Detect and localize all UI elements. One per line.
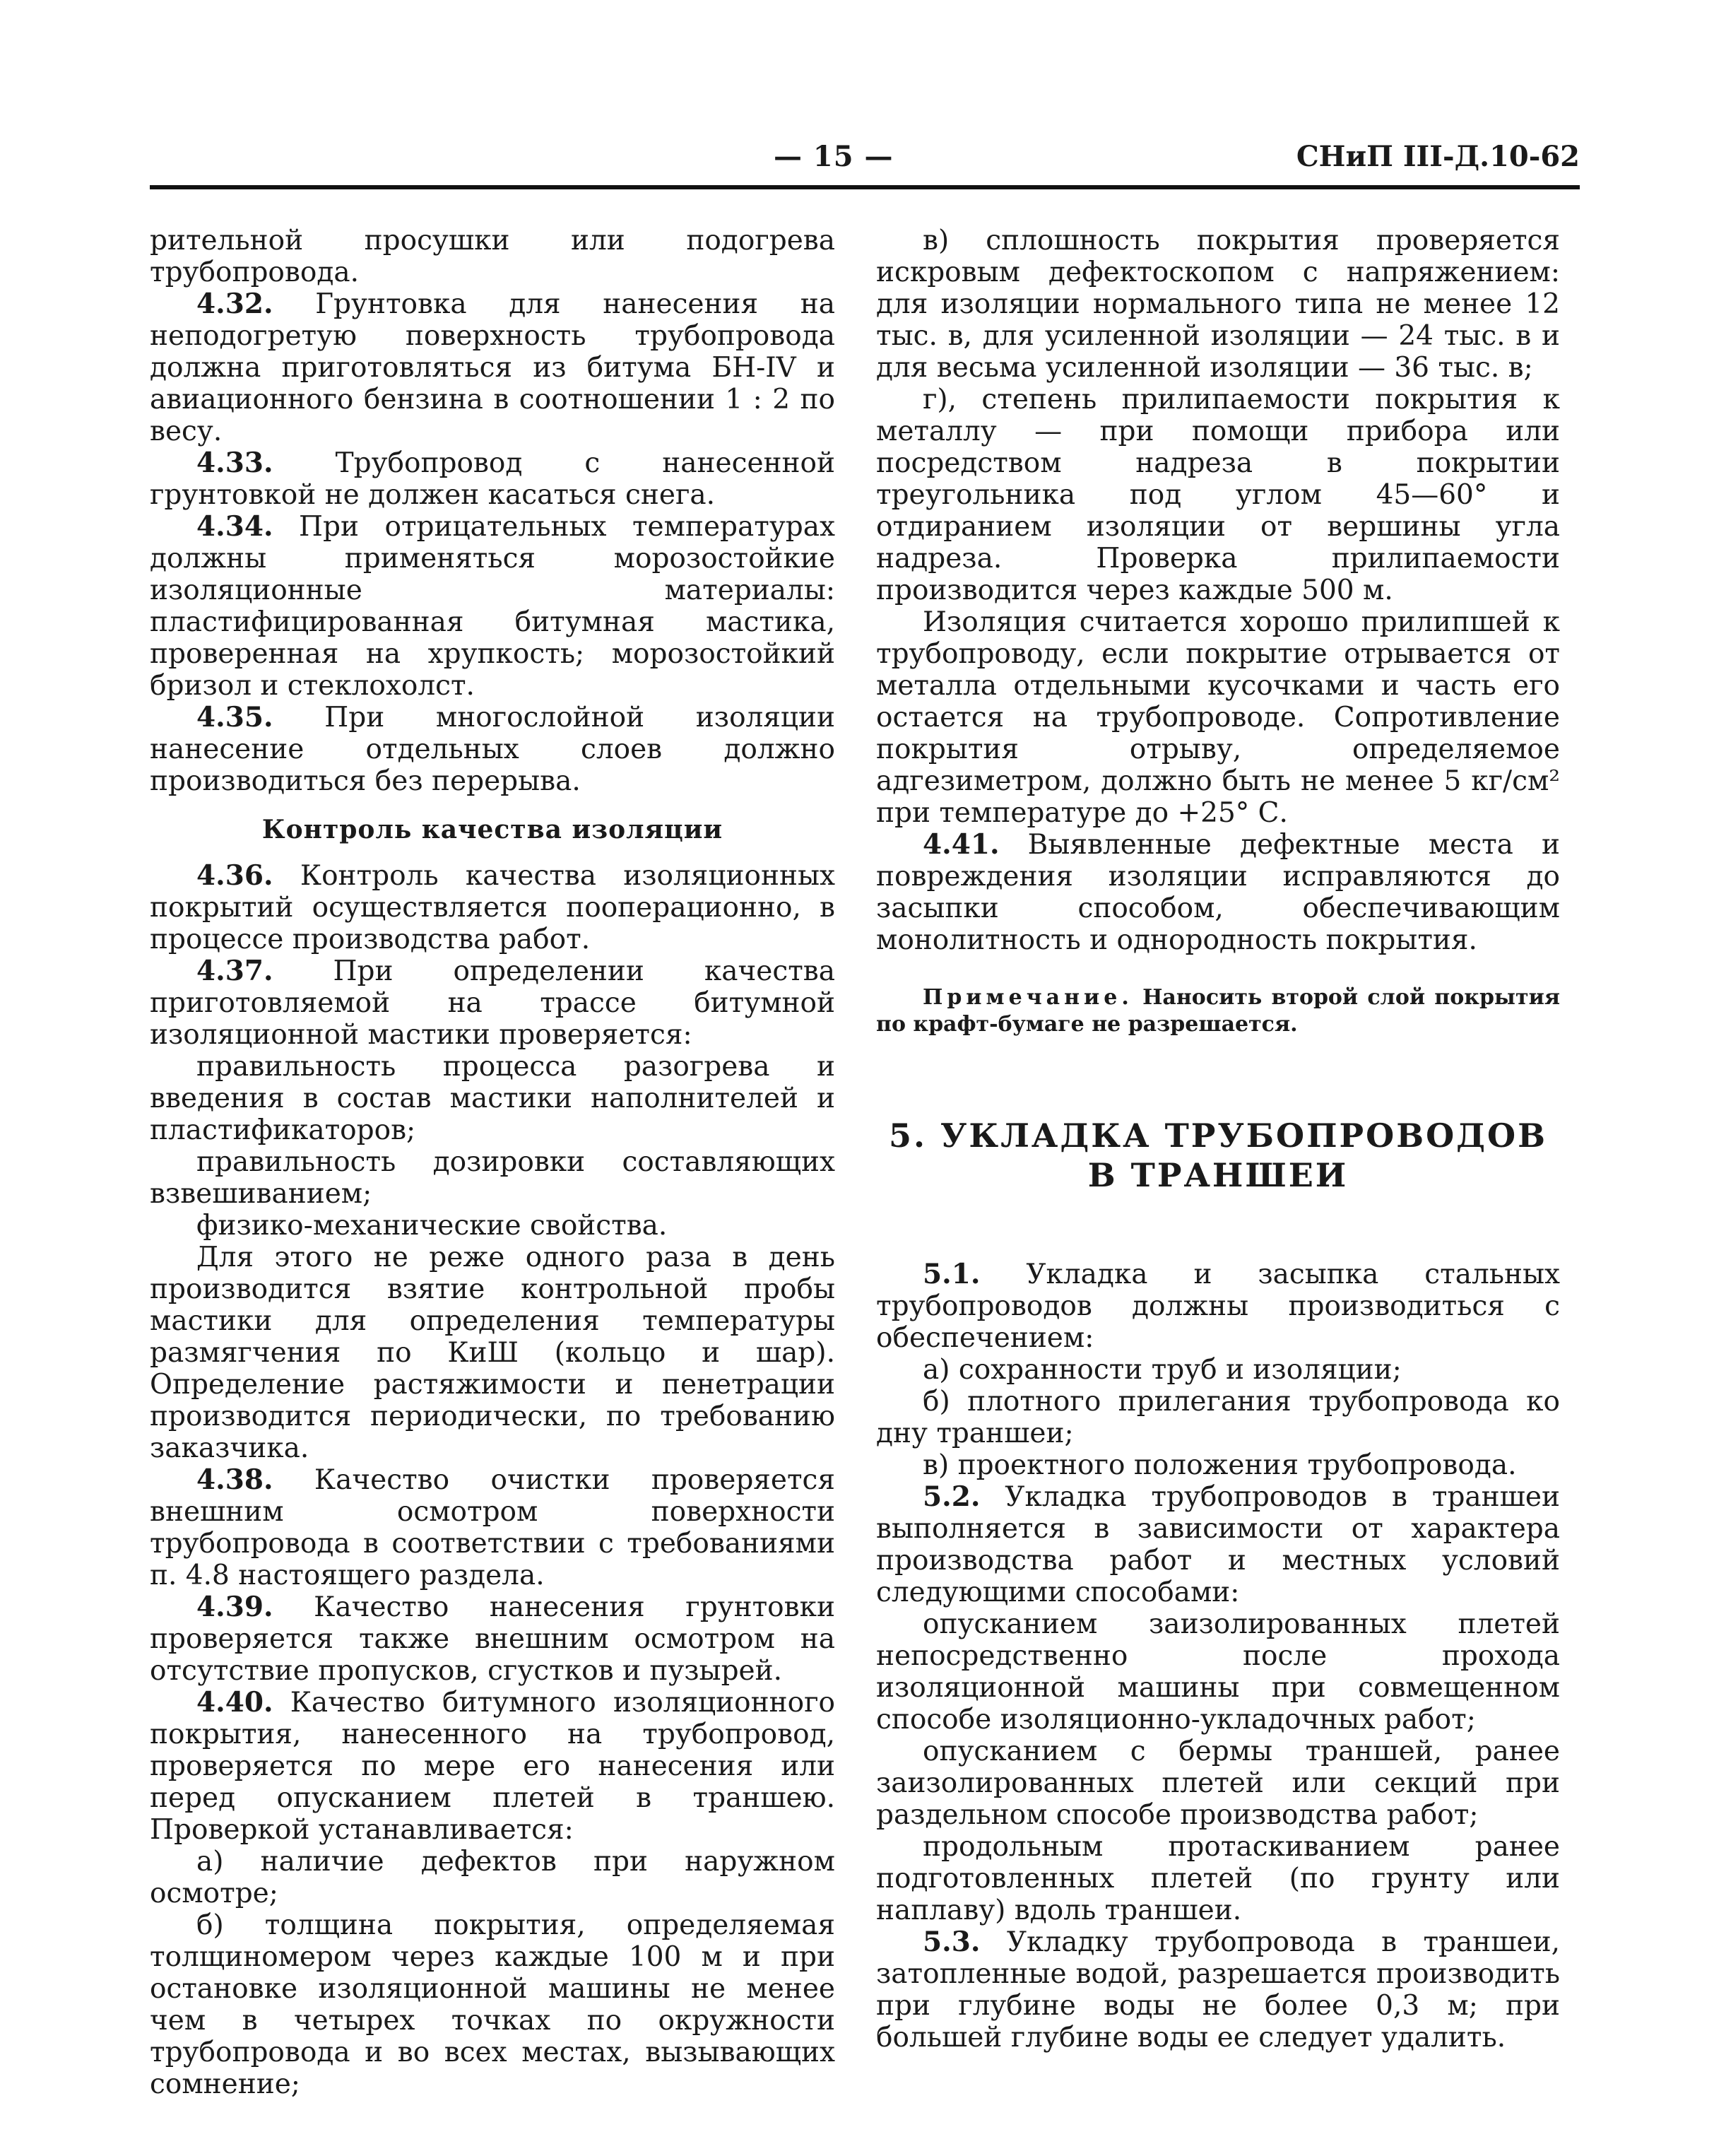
clause-text: При многослойной изоляции нанесение отдельных слоев должно производиться без перерыва. <box>150 702 835 797</box>
clause-text: Трубопровод с нанесенной грунтовкой не должен касаться снега. <box>150 447 835 511</box>
clause-4-32 <box>150 288 835 447</box>
clause-number: 4.37. <box>196 955 273 987</box>
clause-4-39 <box>150 1591 835 1687</box>
right-column <box>876 225 1560 2054</box>
header-rule <box>150 185 1580 189</box>
clause-number: 5.1. <box>923 1258 981 1290</box>
clause-text: Укладка и засыпка стальных трубопроводов должны производиться с обеспечением: <box>876 1259 1560 1354</box>
paragraph: Для этого не реже одного раза в день производится взятие контрольной пробы мастики для определения температуры размягчения по КиШ (кольцо и шар). Определение растяжимости и пенетрации производится периодически, по требованию заказчика. <box>150 1242 835 1464</box>
list-item: опусканием с бермы траншей, ранее заизолированных плетей или секций при раздельном способе производства работ; <box>876 1736 1560 1831</box>
paragraph: рительной просушки или подогрева трубопровода. <box>150 225 835 288</box>
clause-4-38 <box>150 1464 835 1591</box>
list-item: г), степень прилипаемости покрытия к металлу — при помощи прибора или посредством надреза в покрытии треугольника под углом 45—60° и отдиранием изоляции от вершины угла надреза. Проверка прилипаемости производится через каждые 500 м. <box>876 384 1560 606</box>
clause-5-2 <box>876 1481 1560 1608</box>
subsection-heading: Контроль качества изоляции <box>261 815 723 844</box>
list-item: а) сохранности труб и изоляции; <box>923 1354 1402 1386</box>
list-item: б) толщина покрытия, определяемая толщиномером через каждые 100 м и при остановке изоляционной машины не менее чем в четырех точках по окружности трубопровода и во всех местах, вызывающих сомнение; <box>150 1909 835 2100</box>
list-item: б) плотного прилегания трубопровода ко дну траншеи; <box>876 1386 1560 1449</box>
clause-number: 4.41. <box>923 828 1000 861</box>
list-item: опусканием заизолированных плетей непосредственно после прохода изоляционной машины при совмещенном способе изоляционно-укладочных работ; <box>876 1608 1560 1736</box>
list-item: в) сплошность покрытия проверяется искровым дефектоскопом с напряжением: для изоляции нормального типа не менее 12 тыс. в, для усиленной изоляции — 24 тыс. в и для весьма усиленной изоляции — 36 тыс. в; <box>876 225 1560 384</box>
clause-number: 4.39. <box>196 1591 273 1623</box>
clause-number: 4.40. <box>196 1686 273 1719</box>
clause-text: При отрицательных температурах должны применяться морозостойкие изоляционные материалы: пластифицированная битумная мастика, проверенная на хрупкость; морозостойкий бризол и стеклохолст. <box>150 511 835 702</box>
clause-text: Укладку трубопровода в траншеи, затопленные водой, разрешается производить при глубине воды не более 0,3 м; при большей глубине воды ее следует удалить. <box>876 1926 1560 2054</box>
clause-number: 4.32. <box>196 288 273 320</box>
section-heading <box>876 1116 1560 1195</box>
section-title-line: 5. УКЛАДКА ТРУБОПРОВОДОВ <box>888 1117 1547 1155</box>
clause-text: Выявленные дефектные места и повреждения изоляции исправляются до засыпки способом, обеспечивающим монолитность и однородность покрытия. <box>876 829 1560 956</box>
list-item: правильность процесса разогрева и введения в состав мастики наполнителей и пластификаторов; <box>150 1051 835 1146</box>
left-column <box>150 225 835 2100</box>
note <box>876 984 1560 1038</box>
clause-4-33 <box>150 447 835 511</box>
clause-number: 5.3. <box>923 1926 981 1958</box>
document-code: СНиП III-Д.10-62 <box>1296 140 1580 173</box>
clause-number: 4.38. <box>196 1463 273 1496</box>
clause-4-35 <box>150 702 835 797</box>
clause-text: Качество нанесения грунтовки проверяется также внешним осмотром на отсутствие пропусков, сгустков и пузырей. <box>150 1591 835 1687</box>
clause-4-40 <box>150 1687 835 1846</box>
note-text: Наносить второй слой покрытия по крафт-бумаге не разрешается. <box>876 985 1560 1037</box>
list-item: в) проектного положения трубопровода. <box>923 1449 1517 1481</box>
clause-4-37 <box>150 955 835 1051</box>
list-item: а) наличие дефектов при наружном осмотре; <box>150 1846 835 1909</box>
clause-text: Контроль качества изоляционных покрытий осуществляется пооперационно, в процессе производства работ. <box>150 860 835 955</box>
clause-4-41 <box>876 829 1560 956</box>
section-title-line: В ТРАНШЕИ <box>1087 1156 1349 1194</box>
clause-number: 4.34. <box>196 510 273 543</box>
clause-text: Грунтовка для нанесения на неподогретую поверхность трубопровода должна приготовляться из битума БН-IV и авиационного бензина в соотношении 1 : 2 по весу. <box>150 288 835 447</box>
list-item: правильность дозировки составляющих взвешиванием; <box>150 1146 835 1210</box>
clause-number: 5.2. <box>923 1480 981 1513</box>
list-item: физико-механические свойства. <box>196 1210 668 1242</box>
list-item: продольным протаскиванием ранее подготовленных плетей (по грунту или наплаву) вдоль траншеи. <box>876 1831 1560 1926</box>
paragraph: Изоляция считается хорошо прилипшей к трубопроводу, если покрытие отрывается от металла отдельными кусочками и часть его остается на трубопроводе. Сопротивление покрытия отрыву, определяемое адгезиметром, должно быть не менее 5 кг/см² при температуре до +25° С. <box>876 606 1560 829</box>
clause-5-3 <box>876 1926 1560 2054</box>
page-number: — 15 — <box>774 140 894 173</box>
note-label: Примечание. <box>923 985 1133 1010</box>
clause-text: Качество очистки проверяется внешним осмотром поверхности трубопровода в соответствии с требованиями п. 4.8 настоящего раздела. <box>150 1464 835 1591</box>
clause-text: При определении качества приготовляемой на трассе битумной изоляционной мастики проверяется: <box>150 955 835 1051</box>
clause-number: 4.35. <box>196 701 273 734</box>
clause-5-1 <box>876 1259 1560 1354</box>
clause-text: Качество битумного изоляционного покрытия, нанесенного на трубопровод, проверяется по мере его нанесения или перед опусканием плетей в траншею. Проверкой устанавливается: <box>150 1687 835 1846</box>
clause-number: 4.33. <box>196 447 273 479</box>
clause-number: 4.36. <box>196 859 273 892</box>
clause-4-36 <box>150 860 835 955</box>
clause-4-34 <box>150 511 835 702</box>
clause-text: Укладка трубопроводов в траншеи выполняется в зависимости от характера производства работ и местных условий следующими способами: <box>876 1481 1560 1608</box>
